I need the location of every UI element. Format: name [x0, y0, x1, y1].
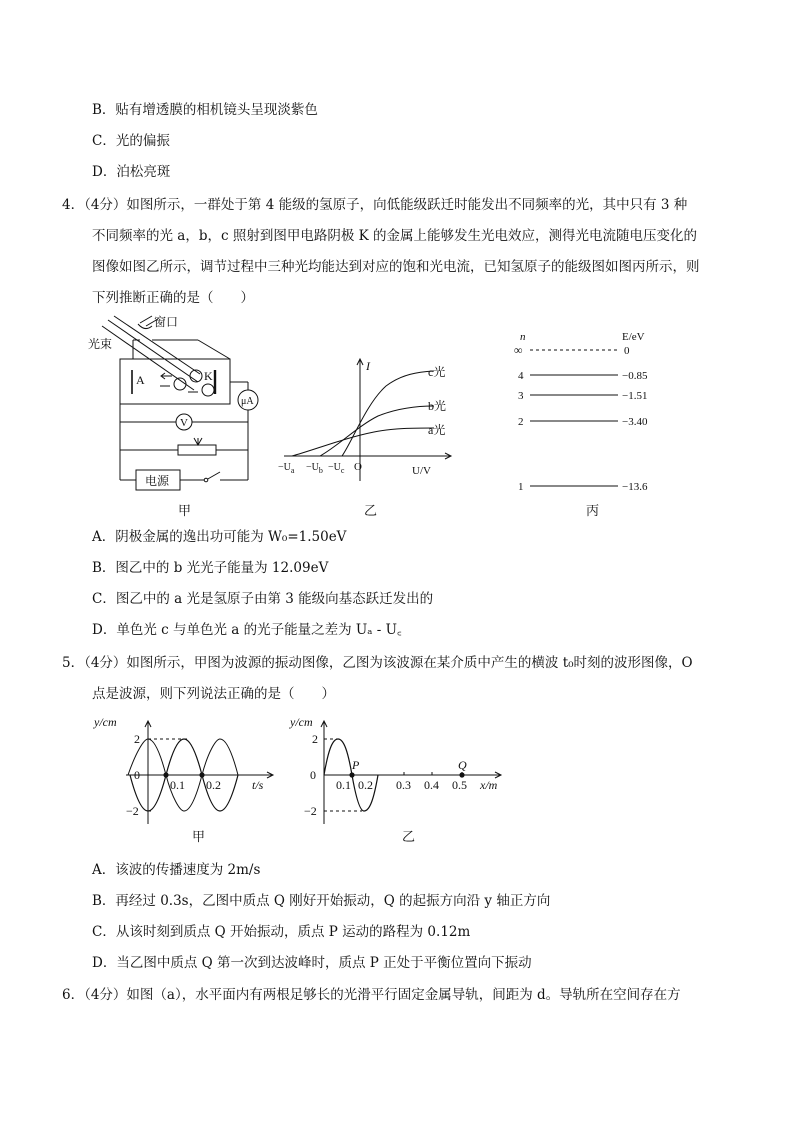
beam-label: 光束	[88, 337, 113, 351]
c-light-label: c光	[428, 365, 446, 379]
point-q-label: Q	[458, 758, 467, 772]
wave-x-tick-04: 0.4	[424, 778, 439, 792]
level-2-e: −3.40	[622, 416, 648, 428]
q4-caption-jia: 甲	[178, 504, 192, 519]
wave-x-tick-01: 0.1	[336, 778, 351, 792]
q5-option-b: B．再经过 0.3s，乙图中质点 Q 刚好开始振动，Q 的起振方向沿 y 轴正方向	[92, 893, 551, 909]
q4-option-c: C．图乙中的 a 光是氢原子由第 3 能级向基态跃迁发出的	[92, 591, 434, 607]
level-1-e: −13.6	[622, 481, 648, 493]
microammeter-label: μA	[241, 396, 254, 407]
wave-origin: 0	[310, 768, 316, 782]
q4-option-b: B．图乙中的 b 光光子能量为 12.09eV	[92, 560, 329, 576]
q4-stem-line2: 不同频率的光 a，b，c 照射到图甲电路阴极 K 的金属上能够发生光电效应，测得光电流随电压变化的	[92, 228, 698, 244]
window-label: 窗口	[154, 315, 179, 329]
tick-minus-ub: $-U_b$	[306, 462, 323, 475]
q5-option-c: C．从该时刻到质点 Q 开始振动，质点 P 运动的路程为 0.12m	[92, 924, 471, 940]
q4-stem-line4: 下列推断正确的是（ ）	[92, 290, 254, 306]
origin-label: O	[354, 461, 362, 473]
tick-minus-uc: $-U_c$	[328, 462, 345, 475]
q5-stem-line1: 5．（4分）如图所示，甲图为波源的振动图像，乙图为该波源在某介质中产生的横波 t₀时刻的波形图像，O	[62, 655, 693, 671]
vib-y-tick-minus2: −2	[126, 804, 139, 818]
q4-stem-line1: 4．（4分）如图所示，一群处于第 4 能级的氢原子，向低能级跃迁时能发出不同频率的光，其中只有 3 种	[62, 197, 688, 213]
wave-x-tick-02: 0.2	[358, 778, 373, 792]
q5-figure-vibration	[92, 712, 282, 830]
vib-origin: 0	[134, 768, 140, 782]
q4-option-a: A．阴极金属的逸出功可能为 W₀=1.50eV	[92, 529, 347, 545]
n-header: n	[520, 331, 526, 343]
q4-figure-iu-curves	[274, 356, 460, 488]
q5-figure-waveform	[286, 712, 510, 830]
q4-caption-yi: 乙	[364, 504, 378, 519]
q4-figure-circuit	[88, 312, 278, 520]
level-inf-n: ∞	[514, 343, 523, 357]
q5-option-d: D．当乙图中质点 Q 第一次到达波峰时，质点 P 正处于平衡位置向下振动	[92, 955, 532, 971]
wave-x-tick-05: 0.5	[452, 778, 467, 792]
energy-header: E/eV	[622, 331, 645, 343]
wave-x-axis-label: x/m	[480, 778, 498, 792]
level-3-e: −1.51	[622, 390, 648, 402]
voltage-axis-label: U/V	[412, 465, 431, 477]
wave-y-axis-label: y/cm	[290, 715, 313, 729]
vib-x-tick-01: 0.1	[170, 778, 185, 792]
vib-y-tick-2: 2	[134, 732, 140, 746]
q6-stem-line1: 6．（4分）如图（a），水平面内有两根足够长的光滑平行固定金属导轨，间距为 d。导轨所在空间存在方	[62, 987, 681, 1003]
q5-option-a: A．该波的传播速度为 2m/s	[92, 862, 261, 878]
q4-caption-bing: 丙	[586, 504, 600, 519]
wave-y-tick-2: 2	[312, 732, 318, 746]
level-4-e: −0.85	[622, 370, 648, 382]
current-axis-label: I	[366, 359, 370, 373]
q3-option-c: C．光的偏振	[92, 133, 170, 149]
level-4-n: 4	[518, 370, 524, 382]
q5-caption-jia: 甲	[192, 830, 206, 845]
point-p-label: P	[352, 758, 360, 772]
power-source-label: 电源	[145, 474, 170, 488]
vib-y-axis-label: y/cm	[94, 715, 117, 729]
tick-minus-ua: $-U_a$	[278, 462, 295, 475]
level-1-n: 1	[518, 481, 524, 493]
level-2-n: 2	[518, 416, 524, 428]
vib-x-axis-label: t/s	[252, 778, 264, 792]
q5-caption-yi: 乙	[402, 830, 416, 845]
q3-option-d: D．泊松亮斑	[92, 164, 171, 180]
q4-stem-line3: 图像如图乙所示，调节过程中三种光均能达到对应的饱和光电流，已知氢原子的能级图如图丙所示，则	[92, 259, 700, 275]
wave-y-tick-minus2: −2	[304, 804, 317, 818]
vib-x-tick-02: 0.2	[206, 778, 221, 792]
q3-option-b: B．贴有增透膜的相机镜头呈现淡紫色	[92, 102, 318, 118]
a-light-label: a光	[428, 423, 446, 437]
level-3-n: 3	[518, 390, 524, 402]
b-light-label: b光	[428, 399, 447, 413]
voltmeter-label: V	[180, 417, 188, 429]
anode-label: A	[136, 373, 145, 387]
level-inf-e: 0	[624, 345, 630, 357]
q4-option-d: D．单色光 c 与单色光 a 的光子能量之差为 Uₐ - U꜀	[92, 622, 402, 638]
wave-x-tick-03: 0.3	[396, 778, 411, 792]
q5-stem-line2: 点是波源，则下列说法正确的是（ ）	[92, 686, 335, 702]
q4-figure-energy-levels	[508, 326, 688, 502]
cathode-label: K	[204, 369, 213, 383]
